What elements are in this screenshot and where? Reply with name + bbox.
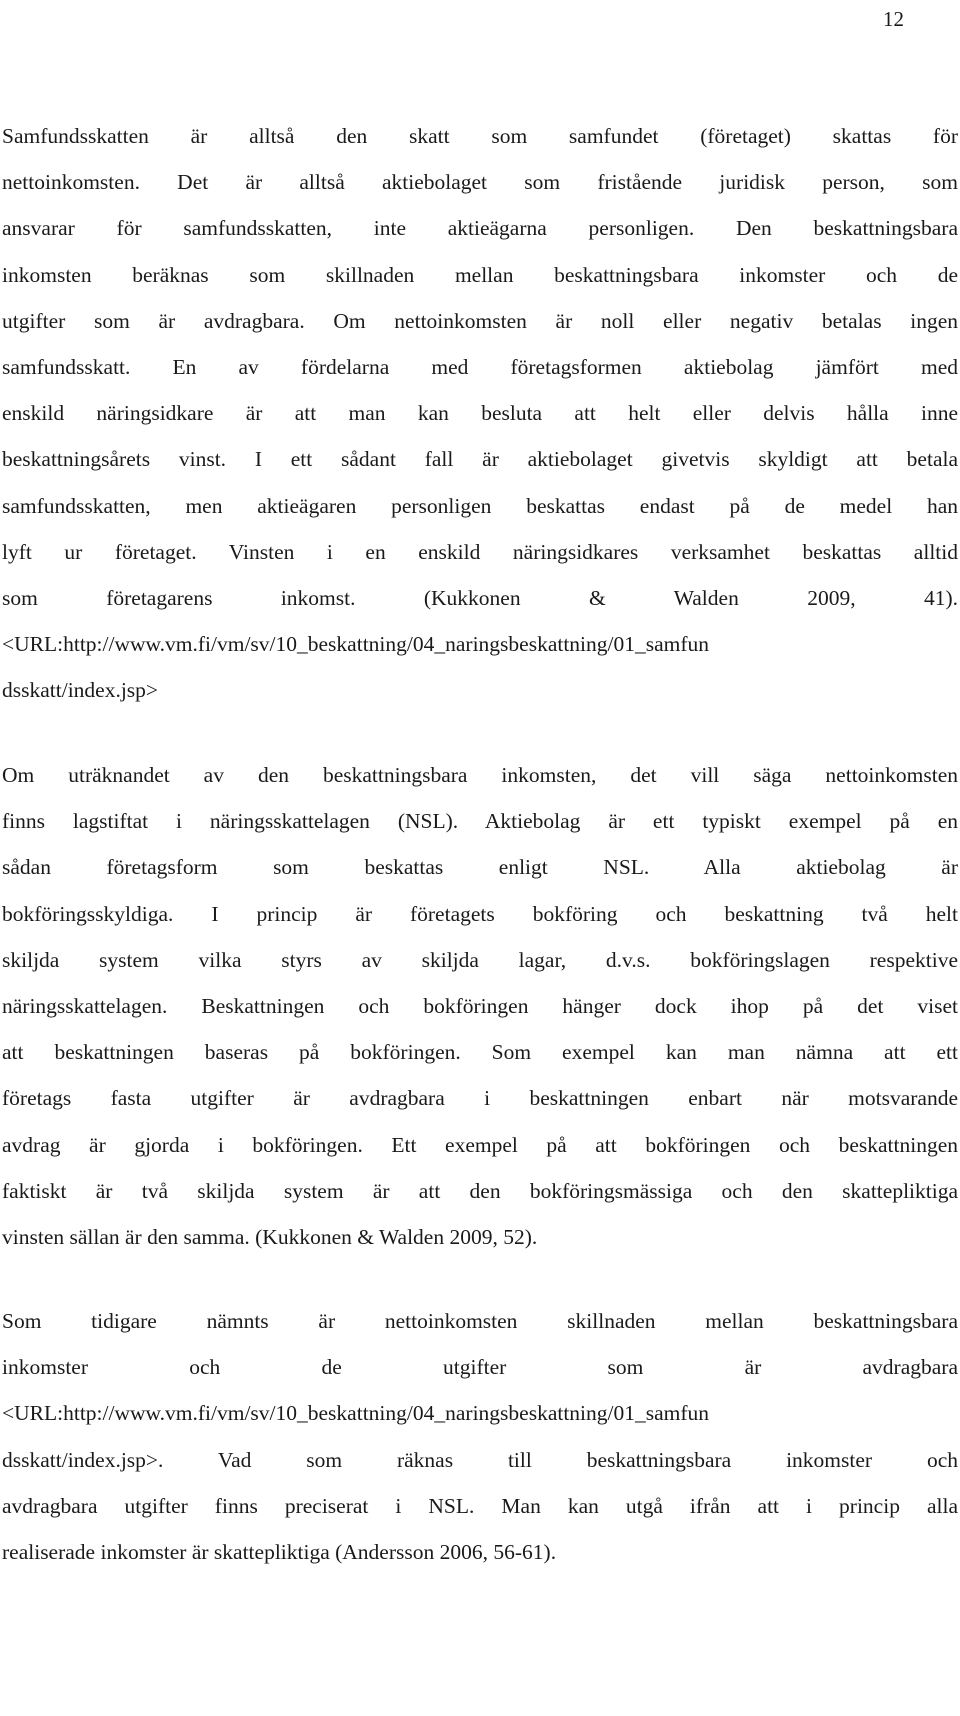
text-line: som företagarens inkomst. (Kukkonen & Walden 2009, 41). <box>2 585 958 610</box>
text-line: faktiskt är två skiljda system är att den bokföringsmässiga och den skattepliktiga <box>2 1178 958 1203</box>
text-line: realiserade inkomster är skattepliktiga (Andersson 2006, 56-61). <box>2 1539 557 1564</box>
text-line: beskattningsårets vinst. I ett sådant fall är aktiebolaget givetvis skyldigt att betala <box>2 447 958 472</box>
text-line: bokföringsskyldiga. I princip är företagets bokföring och beskattning två helt <box>2 901 958 926</box>
text-line: Samfundsskatten är alltså den skatt som samfundet (företaget) skattas för <box>2 124 958 148</box>
text-line: sådan företagsform som beskattas enligt NSL. Alla aktiebolag är <box>2 855 958 880</box>
text-line: vinsten sällan är den samma. (Kukkonen & Walden 2009, 52). <box>2 1224 538 1249</box>
text-line: dsskatt/index.jsp> <box>2 678 159 703</box>
text-line: att beskattningen baseras på bokföringen. Som exempel kan man nämna att ett <box>2 1040 958 1065</box>
text-line: lyft ur företaget. Vinsten i en enskild näringsidkares verksamhet beskattas alltid <box>2 539 958 564</box>
paragraph-1 <box>0 113 960 713</box>
text-line: avdrag är gjorda i bokföringen. Ett exempel på att bokföringen och beskattningen <box>2 1132 958 1157</box>
text-line: avdragbara utgifter finns preciserat i NSL. Man kan utgå ifrån att i princip alla <box>2 1493 958 1518</box>
text-line: dsskatt/index.jsp>. Vad som räknas till beskattningsbara inkomster och <box>2 1447 958 1472</box>
text-line: inkomsten beräknas som skillnaden mellan beskattningsbara inkomster och de <box>2 262 958 287</box>
text-line: samfundsskatt. En av fördelarna med företagsformen aktiebolag jämfört med <box>2 354 958 379</box>
text-line: finns lagstiftat i näringsskattelagen (NSL). Aktiebolag är ett typiskt exempel på en <box>2 809 958 834</box>
page-number: 12 <box>883 7 904 31</box>
paragraph-3 <box>0 1298 960 1575</box>
text-line: nettoinkomsten. Det är alltså aktiebolaget som fristående juridisk person, som <box>2 170 958 195</box>
text-line: Som tidigare nämnts är nettoinkomsten skillnaden mellan beskattningsbara <box>2 1309 958 1333</box>
text-line: <URL:http://www.vm.fi/vm/sv/10_beskattning/04_naringsbeskattning/01_samfun <box>2 1401 710 1426</box>
text-line: enskild näringsidkare är att man kan besluta att helt eller delvis hålla inne <box>2 401 958 426</box>
text-line: näringsskattelagen. Beskattningen och bokföringen hänger dock ihop på det viset <box>2 993 958 1018</box>
text-line: ansvarar för samfundsskatten, inte aktieägarna personligen. Den beskattningsbara <box>2 216 958 241</box>
paragraph-2 <box>0 752 960 1260</box>
text-line: företags fasta utgifter är avdragbara i beskattningen enbart när motsvarande <box>2 1086 958 1111</box>
text-line: Om uträknandet av den beskattningsbara inkomsten, det vill säga nettoinkomsten <box>2 763 958 787</box>
text-line: utgifter som är avdragbara. Om nettoinkomsten är noll eller negativ betalas ingen <box>2 308 958 333</box>
text-line: inkomster och de utgifter som är avdragbara <box>2 1355 958 1380</box>
text-line: skiljda system vilka styrs av skiljda lagar, d.v.s. bokföringslagen respektive <box>2 947 958 972</box>
text-line: <URL:http://www.vm.fi/vm/sv/10_beskattning/04_naringsbeskattning/01_samfun <box>2 632 710 657</box>
text-line: samfundsskatten, men aktieägaren personligen beskattas endast på de medel han <box>2 493 958 518</box>
